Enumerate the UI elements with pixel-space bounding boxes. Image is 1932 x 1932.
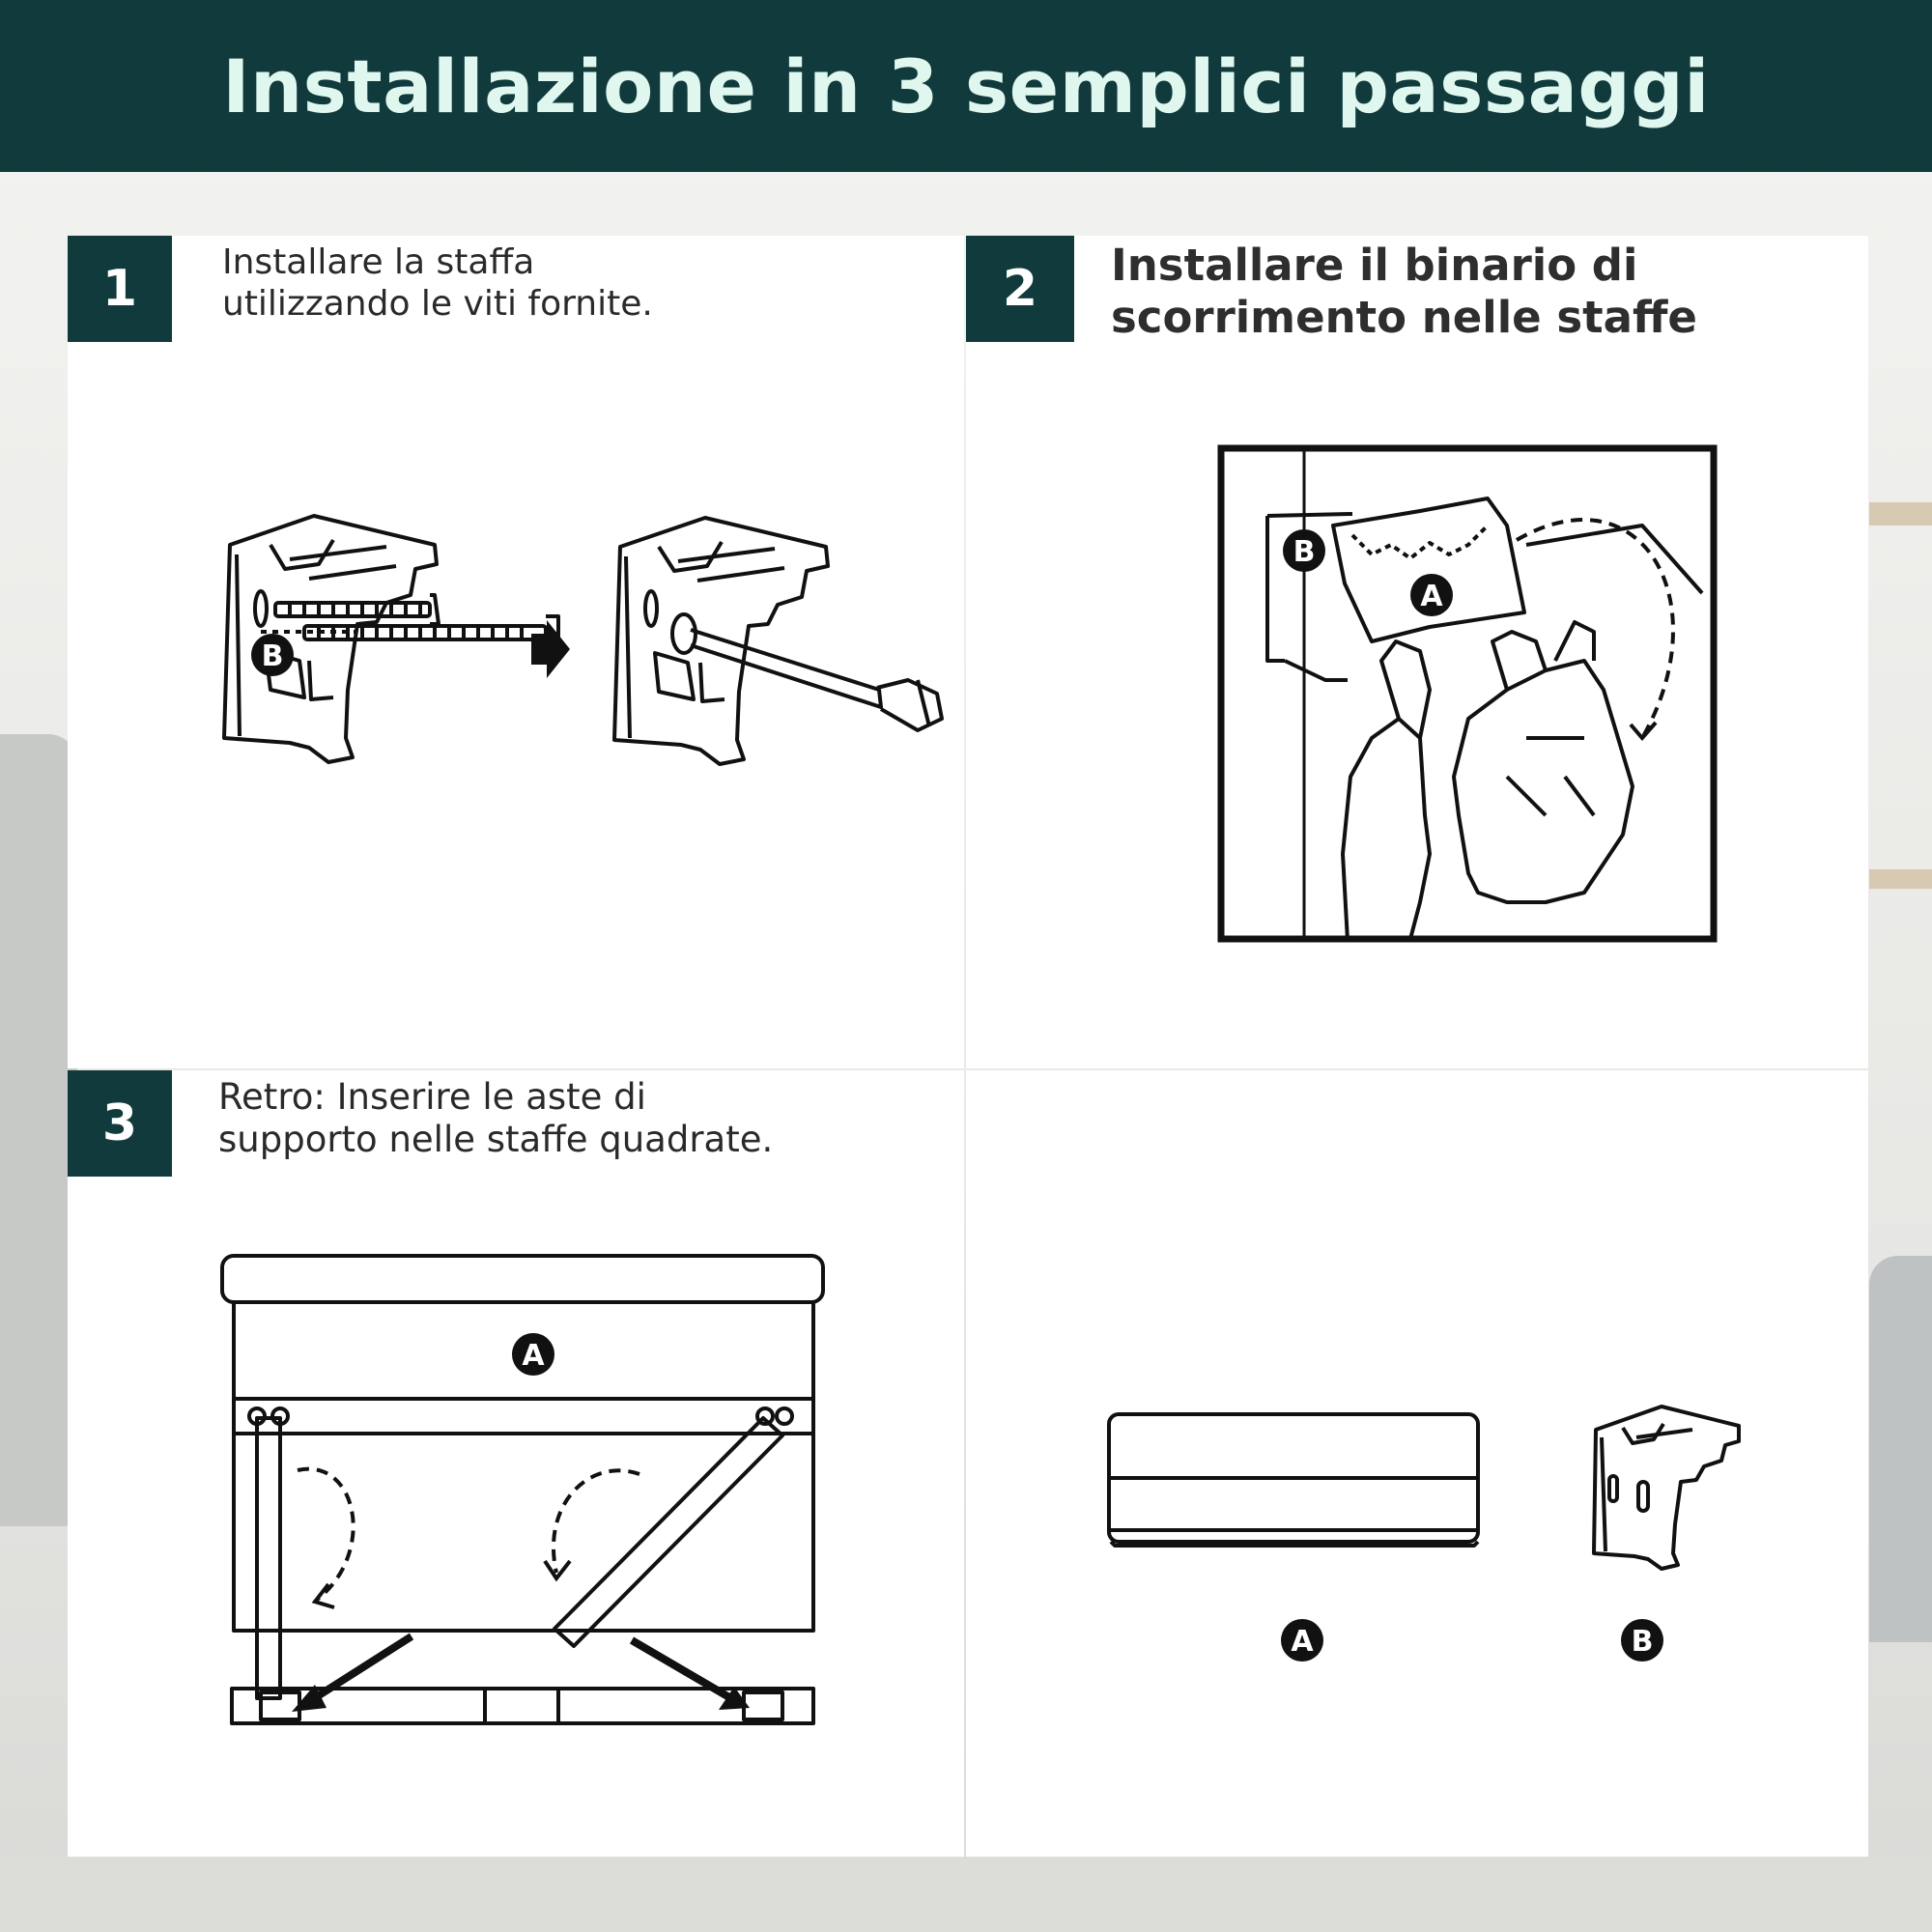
- arrow-right-down-icon: [632, 1640, 734, 1700]
- parts-panel: [966, 1070, 1868, 1857]
- step-1-instruction: Installare la staffa utilizzando le viti fornite.: [222, 242, 653, 325]
- arrow-right-icon: [531, 620, 570, 678]
- step-2-illustration: [966, 236, 1868, 1068]
- sofa-background: [0, 734, 77, 1526]
- part-a-label: A: [1291, 1625, 1314, 1659]
- rail-part-drawing: [1109, 1414, 1478, 1546]
- bracket-with-screwdriver-drawing: [614, 518, 942, 764]
- step-1-illustration: [68, 236, 964, 1068]
- label-a-text: A: [1420, 580, 1443, 613]
- label-b-text: B: [1293, 535, 1316, 569]
- label-b-text: B: [261, 639, 284, 673]
- step-2-instruction: Installare il binario di scorrimento nelle staffe: [1111, 240, 1697, 343]
- bracket-part-drawing: [1594, 1406, 1739, 1569]
- step-3-panel: [68, 1070, 964, 1857]
- part-b-label: B: [1631, 1625, 1654, 1659]
- blind-back-drawing: [222, 1256, 823, 1723]
- shelf-background: [1869, 502, 1932, 526]
- floor-background: [0, 1855, 1932, 1932]
- label-a-text: A: [522, 1339, 545, 1373]
- step-3-illustration: [68, 1070, 964, 1857]
- step-2-number-badge: 2: [966, 236, 1074, 342]
- arrow-left-down-icon: [305, 1636, 412, 1704]
- page-title: Installazione in 3 semplici passaggi: [222, 43, 1710, 129]
- curved-arrow-icon: [298, 1469, 354, 1600]
- step-1-panel: [68, 236, 964, 1068]
- header-banner: [0, 0, 1932, 172]
- curved-arrow-icon: [1517, 520, 1673, 738]
- step-3-instruction: Retro: Inserire le aste di supporto nelle staffe quadrate.: [218, 1076, 774, 1161]
- step-1-number-badge: 1: [68, 236, 172, 342]
- step-3-number-badge: 3: [68, 1070, 172, 1177]
- step-2-panel: [966, 236, 1868, 1068]
- hands-inserting-rail-drawing: [1267, 498, 1702, 941]
- parts-illustration: [966, 1070, 1868, 1857]
- shelf-background-lower: [1869, 869, 1932, 889]
- chair-background: [1869, 1256, 1932, 1642]
